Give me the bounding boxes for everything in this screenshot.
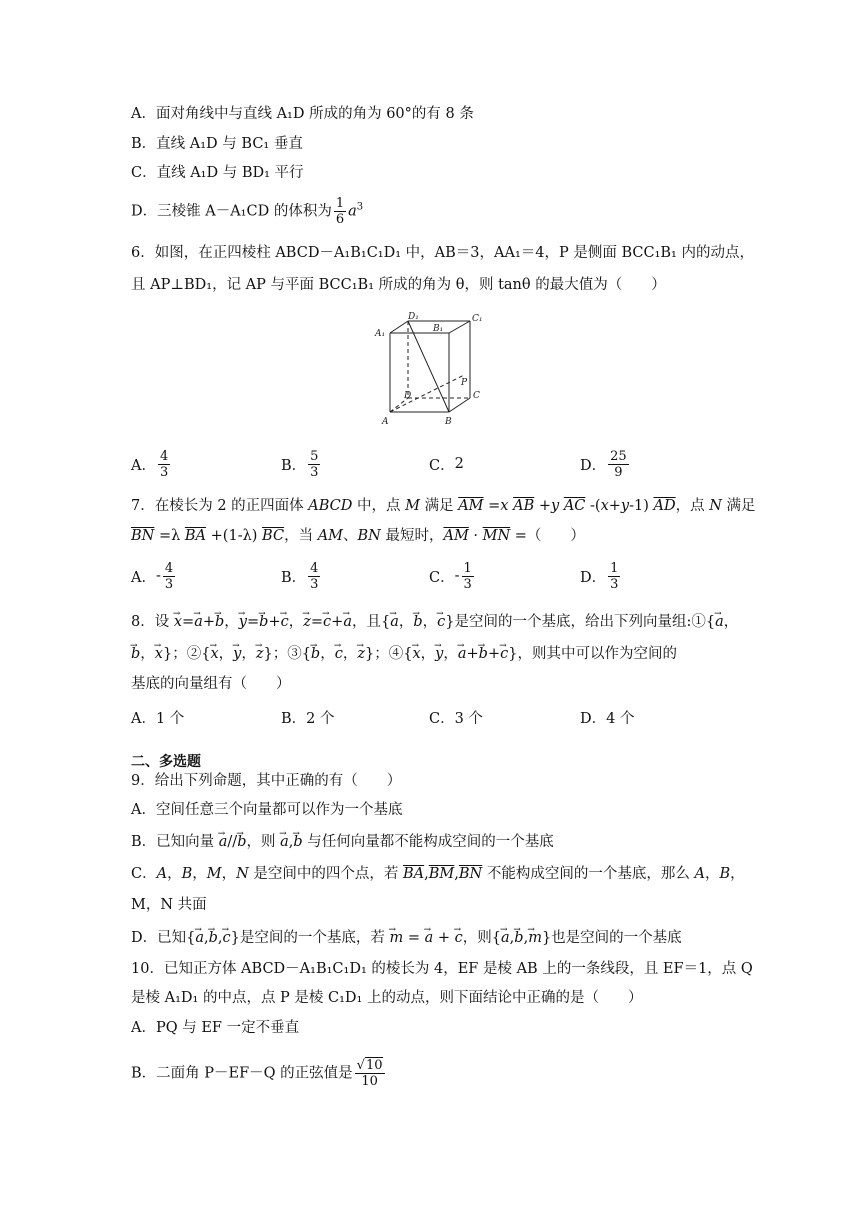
q7-option-a: A． - $\frac{4}{3}$ xyxy=(131,560,174,592)
q6-option-d: D． $\frac{25}{9}$ xyxy=(580,448,627,480)
q10-option-b-text: B．二面角 P－EF－Q 的正弦值是 xyxy=(131,1065,353,1082)
q10-stem-line1: 10．已知正方体 ABCD－A₁B₁C₁D₁ 的棱长为 4，EF 是棱 AB 上的一条线段，且 EF＝1，点 Q xyxy=(131,961,753,977)
fraction: $\frac{25}{9}$ xyxy=(610,448,627,480)
fraction: $\frac{1}{3}$ xyxy=(610,560,619,592)
q7-options xyxy=(131,554,771,598)
fraction: $\frac{4}{3}$ xyxy=(159,448,169,480)
q5-option-d-text: D．三棱锥 A－A₁CD 的体积为 xyxy=(131,203,332,220)
q6-option-c: C． 2 xyxy=(429,456,464,474)
label-c1: C₁ xyxy=(472,314,483,324)
q7-stem-line1: 7．在棱长为 2 的正四面体 ABCD 中，点 M 满足 $\overline{AM} =x$ $\overline{AB} +y$ $\overline{AC}$ -(x+y-1) $\overline{AD}$，点 N 满足 xyxy=(131,498,756,514)
q6-stem-line1: 6．如图，在正四棱柱 ABCD－A₁B₁C₁D₁ 中，AB＝3，AA₁＝4，P 是侧面 BCC₁B₁ 内的动点， xyxy=(131,245,754,261)
q10-stem-line2: 是棱 A₁D₁ 的中点，点 P 是棱 C₁D₁ 上的动点，则下面结论中正确的是（ ） xyxy=(131,990,643,1006)
q6-stem-line2: 且 AP⊥BD₁，记 AP 与平面 BCC₁B₁ 所成的角为 θ，则 tanθ 的最大值为（ ） xyxy=(131,277,666,293)
q7-stem-line2: $\overline{BN} =\lambda$ $\overline{BA} +(1-\lambda)$ $\overline{BC}$，当 AM、BN 最短时，$\overline{AM} \cdot \overline{MN}$ =（ ） xyxy=(131,528,585,544)
fraction: $\frac{1}{6}$ xyxy=(335,196,345,227)
q5-option-c: C．直线 A₁D 与 BD₁ 平行 xyxy=(131,165,304,181)
q8-stem-line1: 8．设 → x=→ a+→ b，→ y=→ b+→ c，→ z=→ c+→ a，且{→ a，→ b，→ c}是空间的一个基底，给出下列向量组:①{→ a， xyxy=(131,611,770,633)
fraction: $\frac{4}{3}$ xyxy=(164,560,174,592)
label-a: A xyxy=(382,417,389,427)
q9-option-c-line2: M，N 共面 xyxy=(131,897,207,913)
label-c: C xyxy=(473,391,480,401)
q5-option-b: B．直线 A₁D 与 BC₁ 垂直 xyxy=(131,136,303,152)
q6-option-a: A． $\frac{4}{3}$ xyxy=(131,448,169,480)
q8-option-b: B．2 个 xyxy=(281,710,335,727)
fraction: $\frac{1}{3}$ xyxy=(463,560,472,592)
q6-option-b: B． $\frac{5}{3}$ xyxy=(281,448,319,480)
q8-option-a: A．1 个 xyxy=(131,710,185,727)
fraction: $\frac{√10}{10}$ xyxy=(356,1058,383,1089)
label-d1: D₁ xyxy=(408,312,419,322)
fraction: $\frac{4}{3}$ xyxy=(310,560,319,592)
label-d: D xyxy=(404,391,412,401)
q7-option-b: B． $\frac{4}{3}$ xyxy=(281,560,319,592)
q8-option-d: D．4 个 xyxy=(580,710,635,727)
label-b: B xyxy=(445,417,452,427)
q8-stem-line3: 基底的向量组有（ ） xyxy=(131,676,291,692)
label-b1: B₁ xyxy=(433,324,444,334)
q7-option-d: D． $\frac{1}{3}$ xyxy=(580,560,619,592)
q6-options xyxy=(131,442,771,486)
fraction: $\frac{5}{3}$ xyxy=(310,448,319,480)
section-heading: 二、多选题 xyxy=(131,754,201,770)
q9-option-a: A．空间任意三个向量都可以作为一个基底 xyxy=(131,802,403,818)
label-a1: A₁ xyxy=(375,329,386,339)
q7-option-c: C． - $\frac{1}{3}$ xyxy=(429,560,472,592)
q9-option-b: B．已知向量 → a//→ b，则 → a,→ b 与任何向量都不能构成空间的一个基底 xyxy=(131,831,770,853)
q5-option-d: D．三棱锥 A－A₁CD 的体积为 $\frac{1}{6}$ $a^3$ xyxy=(131,196,364,227)
prism-figure xyxy=(370,312,500,430)
q8-stem-line2: → b，→ x}；②{→ x，→ y，→ z}；③{→ b，→ c，→ z}；④{→ x，→ y，→ a+→ b+→ c}，则其中可以作为空间的 xyxy=(131,643,770,665)
q5-option-a: A．面对角线中与直线 A₁D 所成的角为 60°的有 8 条 xyxy=(131,106,474,122)
q8-option-c: C．3 个 xyxy=(429,710,483,727)
q10-option-b xyxy=(131,1058,770,1089)
q10-option-a: A．PQ 与 EF 一定不垂直 xyxy=(131,1020,300,1036)
q9-option-d: D．已知{→ a,→ b,→ c}是空间的一个基底，若 → m = → a + → c，则{→ a,→ b,→ m}也是空间的一个基底 xyxy=(131,927,770,949)
q9-option-c-line1: C．A，B，M，N 是空间中的四个点，若 $\overline{BA},\overline{BM},\overline{BN}$ 不能构成空间的一个基底，那么 A，B， xyxy=(131,866,745,882)
q8-options xyxy=(131,695,771,739)
label-p: P xyxy=(461,378,468,388)
q9-stem: 9．给出下列命题，其中正确的有（ ） xyxy=(131,773,402,789)
